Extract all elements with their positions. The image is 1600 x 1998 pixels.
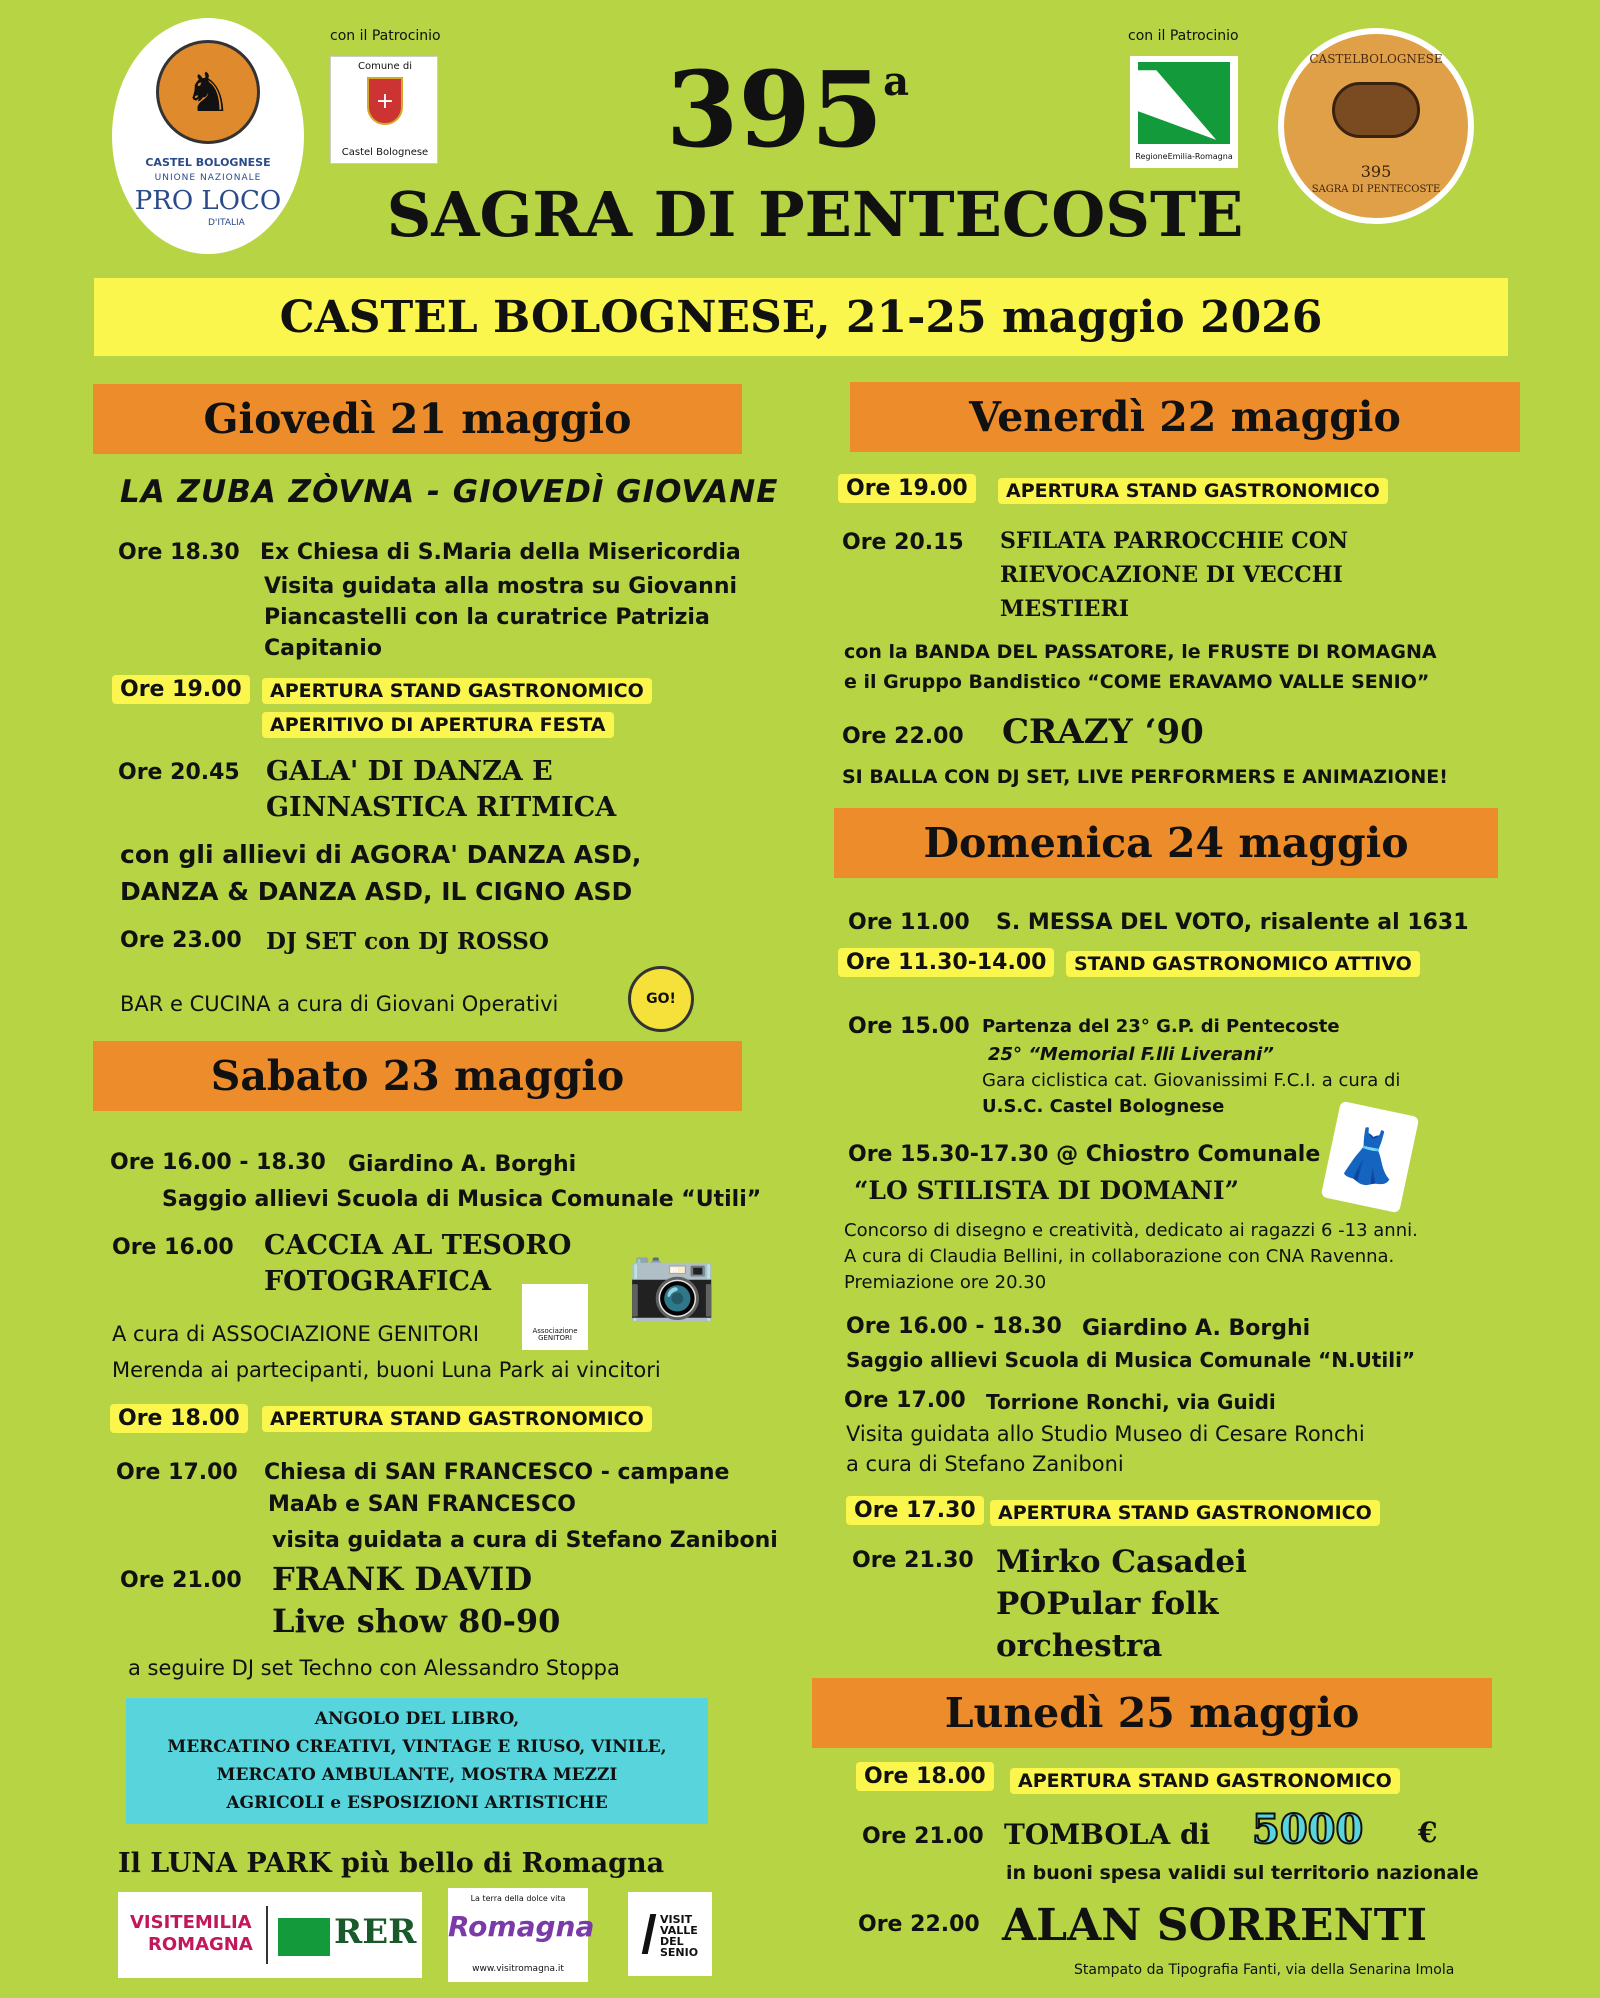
mon-2100-l2: in buoni spesa validi sul territorio nazionale [1006,1862,1479,1884]
sun-time-1600: Ore 16.00 - 18.30 [846,1314,1062,1339]
sun-1500-l2: 25° “Memorial F.lli Liverani” [988,1044,1274,1065]
sat-1800-event: APERTURA STAND GASTRONOMICO [262,1406,652,1432]
fri-2015-l3: MESTIERI [1000,596,1130,622]
thu-1830-l1: Ex Chiesa di S.Maria della Misericordia [260,540,741,565]
thu-1830-l3: Piancastelli con la curatrice Patrizia [264,605,710,630]
sat-1600a-l2: Saggio allievi Scuola di Musica Comunale “Utili” [162,1187,762,1212]
sun-time-1700: Ore 17.00 [844,1388,966,1413]
thu-1900-l1: APERTURA STAND GASTRONOMICO [262,678,652,704]
thu-2045-l1: GALA' DI DANZA E [266,756,553,787]
sat-1600b-l4: Merenda ai partecipanti, buoni Luna Park ai vincitori [112,1358,661,1382]
sun-1700-l3: a cura di Stefano Zaniboni [846,1452,1124,1476]
sat-1700-l1: Chiesa di SAN FRANCESCO - campane [264,1460,730,1485]
sun-1130-event: STAND GASTRONOMICO ATTIVO [1066,951,1420,977]
info-line-2: MERCATINO CREATIVI, VINTAGE E RIUSO, VINILE, [167,1737,667,1757]
visit-romagna-logo [448,1888,595,1982]
location-date-banner [94,278,1508,356]
mon-2100-currency: € [1418,1816,1438,1849]
rer: RER [334,1912,417,1952]
sun-1700-l2: Visita guidata allo Studio Museo di Cesare Ronchi [846,1422,1365,1446]
proloco-mid: UNIONE NAZIONALE [154,173,262,183]
sat-time-1600a: Ore 16.00 - 18.30 [110,1150,326,1175]
location-date: CASTEL BOLOGNESE, 21-25 maggio 2026 [279,291,1323,343]
sun-1600-l2: Saggio allievi Scuola di Musica Comunale “N.Utili” [846,1348,1416,1372]
sun-time-1530: Ore 15.30-17.30 @ Chiostro Comunale [848,1142,1321,1167]
regione-text: RegioneEmilia-Romagna [1135,152,1233,161]
edition-suffix: a [883,58,910,105]
sat-1600b-l2: FOTOGRAFICA [264,1266,491,1297]
divider [266,1906,268,1964]
comune-logo [330,56,438,164]
associazione-genitori-logo [522,1284,588,1350]
sun-1500-l1: Partenza del 23° G.P. di Pentecoste [982,1016,1340,1037]
sat-time-2100: Ore 21.00 [120,1568,242,1593]
horseman-emblem: ♞ [156,40,260,144]
sun-1700-l1: Torrione Ronchi, via Guidi [986,1390,1276,1414]
mon-2100-l1: TOMBOLA di [1004,1818,1211,1851]
sat-time-1600b: Ore 16.00 [112,1235,234,1260]
thursday-heading: Giovedì 21 maggio [93,384,742,454]
proloco-top: CASTEL BOLOGNESE [145,156,271,169]
sun-time-1500: Ore 15.00 [848,1014,970,1039]
sun-1530-l1: “LO STILISTA DI DOMANI” [854,1176,1239,1205]
fri-2015-l5: e il Gruppo Bandistico “COME ERAVAMO VALLE SENIO” [844,671,1430,693]
sagra-seal-logo [1278,28,1474,224]
thu-2045-l3: con gli allievi di AGORA' DANZA ASD, [120,840,642,869]
info-line-1: ANGOLO DEL LIBRO, [314,1709,520,1729]
monday-heading: Lunedì 25 maggio [812,1678,1492,1748]
sun-2130-l3: orchestra [996,1628,1163,1664]
fri-2200-l1: CRAZY ‘90 [1002,712,1204,752]
sun-1530-l4: Premiazione ore 20.30 [844,1272,1047,1293]
sat-1600b-l1: CACCIA AL TESORO [264,1230,572,1261]
lunapark: Il LUNA PARK più bello di Romagna [118,1848,665,1879]
seal-num: 395 [1360,162,1392,181]
mon-1800-event: APERTURA STAND GASTRONOMICO [1010,1768,1400,1794]
proloco-logo [112,18,304,254]
sun-1530-l2: Concorso di disegno e creatività, dedicato ai ragazzi 6 -13 anni. [844,1220,1418,1241]
fri-time-2200: Ore 22.00 [842,724,964,749]
mon-time-1800: Ore 18.00 [856,1762,994,1791]
info-box [126,1698,708,1824]
thursday-subtitle: LA ZUBA ZÒVNA - GIOVEDÌ GIOVANE [120,474,779,510]
fri-2015-l2: RIEVOCAZIONE DI VECCHI [1000,562,1343,588]
sun-1500-l4: U.S.C. Castel Bolognese [982,1096,1225,1117]
sat-time-1800: Ore 18.00 [110,1404,248,1433]
mon-2200-event: ALAN SORRENTI [1002,1900,1428,1951]
visit-emilia-romagna-logo [118,1892,422,1978]
thu-2045-l4: DANZA & DANZA ASD, IL CIGNO ASD [120,877,633,906]
thu-2045-l2: GINNASTICA RITMICA [266,792,617,823]
patrocinio-left: con il Patrocinio [330,28,441,44]
sun-1530-l3: A cura di Claudia Bellini, in collaborazione con CNA Ravenna. [844,1246,1395,1267]
edition-number [666,48,910,171]
regione-mark-icon [1138,62,1230,144]
fri-time-1900: Ore 19.00 [838,474,976,503]
sat-time-1700: Ore 17.00 [116,1460,238,1485]
sun-time-1130: Ore 11.30-14.00 [838,948,1054,977]
comune-top: Comune di [358,61,412,72]
sun-time-2130: Ore 21.30 [852,1548,974,1573]
regione-logo [1130,56,1238,168]
mon-time-2200: Ore 22.00 [858,1912,980,1937]
sat-1600b-l3: A cura di ASSOCIAZIONE GENITORI [112,1322,480,1346]
romagna: Romagna [448,1910,595,1943]
proloco-main: PRO LOCO [134,186,282,216]
sun-2130-l1: Mirko Casadei [996,1544,1247,1580]
mon-2100-amount: 5000 [1252,1806,1364,1853]
comune-shield-icon: + [367,77,403,125]
dress-drawing-icon: 👗 [1321,1101,1420,1213]
print-credit: Stampato da Tipografia Fanti, via della Senarina Imola [1074,1962,1455,1978]
proloco-sub: D'ITALIA [208,218,245,228]
camera-icon: 📷 [627,1240,717,1324]
thu-1830-l2: Visita guidata alla mostra su Giovanni [264,574,738,599]
sat-2100-l1: FRANK DAVID [272,1560,533,1598]
sat-1600a-l1: Giardino A. Borghi [348,1152,577,1177]
fri-2200-l2: SI BALLA CON DJ SET, LIVE PERFORMERS E ANIMAZIONE! [842,766,1448,788]
visit1: VISITEMILIA [130,1912,252,1933]
thu-2300-event: DJ SET con DJ ROSSO [266,928,549,955]
fri-time-2015: Ore 20.15 [842,530,964,555]
visit2: ROMAGNA [148,1934,253,1955]
thu-time-1830: Ore 18.30 [118,540,240,565]
seal-barrel-icon [1332,82,1420,138]
assoc-logo-text: Associazione GENITORI [532,1327,578,1342]
sun-time-1100: Ore 11.00 [848,910,970,935]
seal-top: CASTELBOLOGNESE [1309,52,1443,66]
thu-time-2045: Ore 20.45 [118,760,240,785]
mon-time-2100: Ore 21.00 [862,1824,984,1849]
sat-1700-l3: visita guidata a cura di Stefano Zaniboni [272,1528,778,1553]
valle-bar-icon [642,1914,657,1954]
info-line-4: AGRICOLI e ESPOSIZIONI ARTISTICHE [226,1793,608,1813]
sunday-heading: Domenica 24 maggio [834,808,1498,878]
valle: VISIT VALLE DEL SENIO [660,1913,699,1959]
sat-2100-l2: Live show 80-90 [272,1602,561,1640]
main-title: SAGRA DI PENTECOSTE [386,178,1244,251]
rer-mark-icon [278,1918,330,1956]
edition-number-value: 395 [666,48,884,171]
sat-2100-l3: a seguire DJ set Techno con Alessandro Stoppa [128,1656,620,1680]
sun-1730-event: APERTURA STAND GASTRONOMICO [990,1500,1380,1526]
thu-time-1900: Ore 19.00 [112,675,250,704]
comune-bottom: Castel Bolognese [341,147,429,158]
giovani-operativi-logo: GO! [628,966,694,1032]
friday-heading: Venerdì 22 maggio [850,382,1520,452]
info-line-3: MERCATO AMBULANTE, MOSTRA MEZZI [216,1765,618,1785]
thu-1830-l4: Capitanio [264,636,382,661]
fri-1900-event: APERTURA STAND GASTRONOMICO [998,478,1388,504]
sun-2130-l2: POPular folk [996,1586,1219,1622]
fri-2015-l4: con la BANDA DEL PASSATORE, le FRUSTE DI ROMAGNA [844,641,1437,663]
fri-2015-l1: SFILATA PARROCCHIE CON [1000,528,1349,554]
seal-bottom: SAGRA DI PENTECOSTE [1311,184,1441,195]
thu-1900-l2: APERITIVO DI APERTURA FESTA [262,712,614,738]
romagna-tag: La terra della dolce vita [470,1894,566,1903]
thu-time-2300: Ore 23.00 [120,928,242,953]
sun-1100-event: S. MESSA DEL VOTO, risalente al 1631 [996,910,1469,935]
visit-valle-del-senio-logo [628,1892,712,1976]
sun-1600-l1: Giardino A. Borghi [1082,1316,1311,1341]
romagna-url: www.visitromagna.it [472,1964,564,1974]
thu-bar: BAR e CUCINA a cura di Giovani Operativi [120,992,559,1016]
sat-1700-l2: MaAb e SAN FRANCESCO [268,1492,576,1517]
sun-1500-l3: Gara ciclistica cat. Giovanissimi F.C.I. a cura di [982,1070,1401,1091]
saturday-heading: Sabato 23 maggio [93,1041,742,1111]
patrocinio-right: con il Patrocinio [1128,28,1239,44]
sun-time-1730: Ore 17.30 [846,1496,984,1525]
